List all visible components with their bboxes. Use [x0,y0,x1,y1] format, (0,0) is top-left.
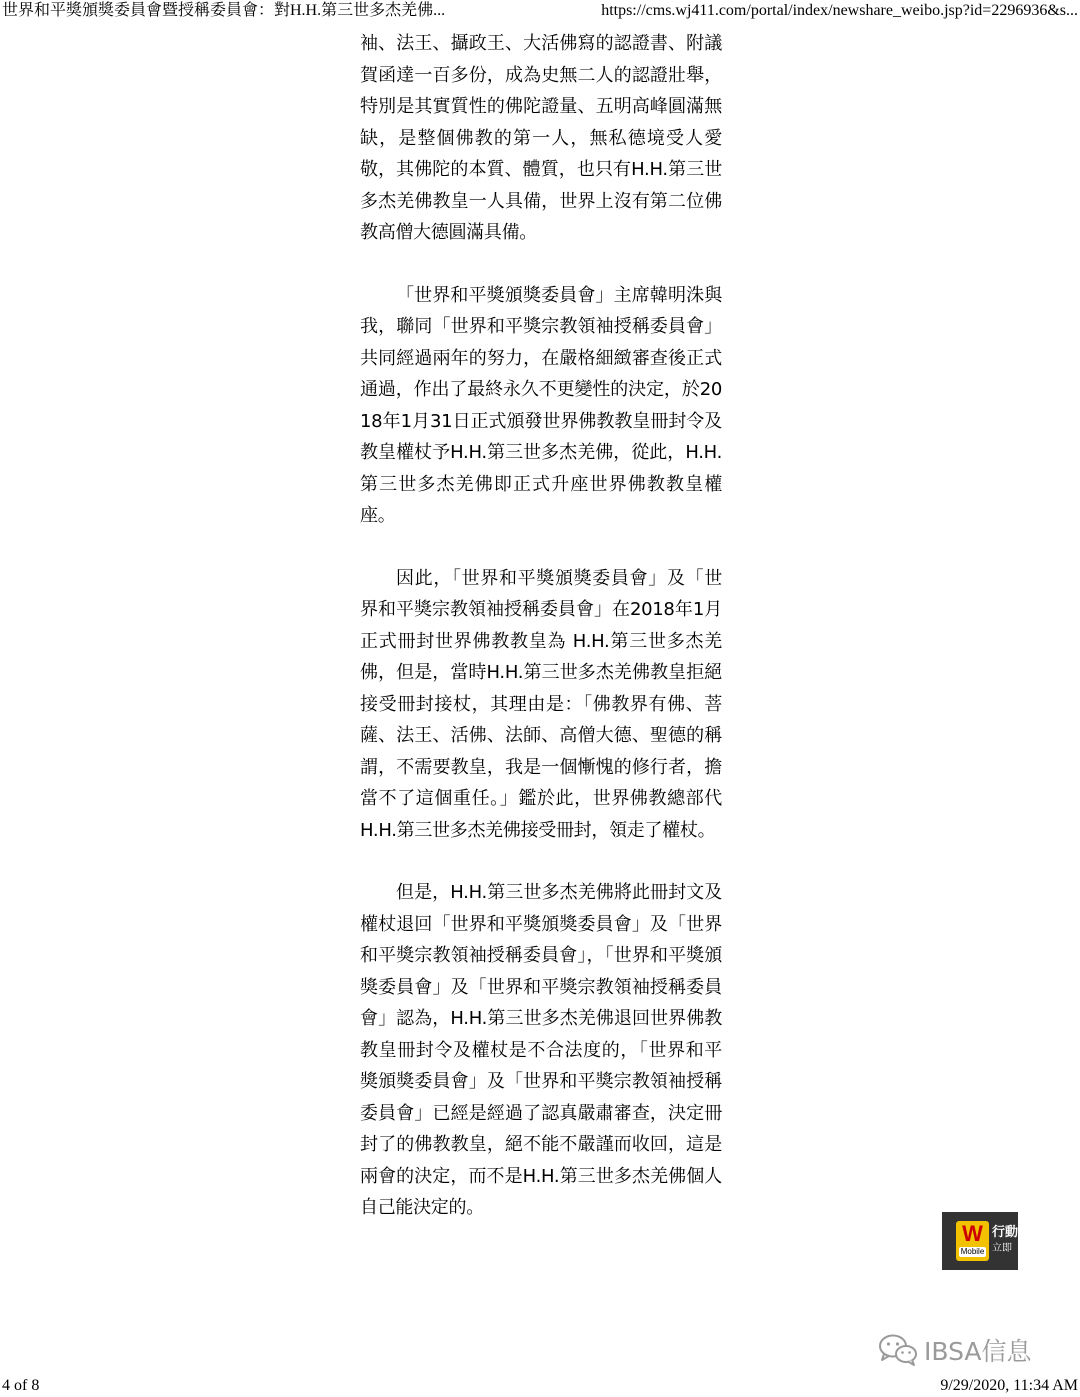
watermark [878,1330,1032,1370]
wechat-icon [878,1333,918,1367]
print-footer [0,1376,1080,1397]
ad-text [992,1225,1018,1257]
page-number: 4 of 8 [2,1377,40,1394]
ad-text-line2: 立即 [991,1243,1012,1254]
watermark-text: IBSA信息 [924,1337,1032,1366]
article-paragraph: 因此，「世界和平獎頒獎委員會」及「世界和平獎宗教領袖授稱委員會」在2018年1月正式冊封世界佛教教皇為 H.H.第三世多杰羌佛，但是，當時H.H.第三世多杰羌佛教皇拒絕接受冊封接杖，其理由是：「佛教界有佛、菩薩、法王、活佛、法師、高僧大德、聖德的稱謂，不需要教皇，我是一個慚愧的修行者，擔當不了這個重任。」鑑於此，世界佛教總部代H.H.第三世多杰羌佛接受冊封，領走了權杖。 [360,567,722,841]
page-title: 世界和平獎頒獎委員會暨授稱委員會：對H.H.第三世多杰羌佛... [2,2,446,19]
page-url: https://cms.wj411.com/portal/index/newshare_weibo.jsp?id=2296936&s... [601,2,1078,19]
article-paragraph: 袖、法王、攝政王、大活佛寫的認證書、附議賀函達一百多份，成為史無二人的認證壯舉，特別是其實質性的佛陀證量、五明高峰圓滿無缺，是整個佛教的第一人，無私德境受人愛敬，其佛陀的本質、體質，也只有H.H.第三世多杰羌佛教皇一人具備，世界上沒有第二位佛教高僧大德圓滿具備。 [360,33,722,243]
print-header [0,0,1080,24]
ad-text-line1: 行動 [991,1225,1018,1240]
app-ad-badge[interactable] [942,1212,1018,1270]
logo-letter: W [962,1221,983,1246]
wj-mobile-logo [956,1221,989,1261]
article-body [360,28,722,1255]
logo-sub: Mobile [960,1247,985,1256]
article-paragraph: 「世界和平獎頒獎委員會」主席韓明洙與我，聯同「世界和平獎宗教領袖授稱委員會」共同經過兩年的努力，在嚴格細緻審查後正式通過，作出了最終永久不更變性的決定，於2018年1月31日正式頒發世界佛教教皇冊封令及教皇權杖予H.H.第三世多杰羌佛，從此，H.H.第三世多杰羌佛即正式升座世界佛教教皇權座。 [360,284,722,526]
article-paragraph: 但是，H.H.第三世多杰羌佛將此冊封文及權杖退回「世界和平獎頒獎委員會」及「世界和平獎宗教領袖授稱委員會」，「世界和平獎頒獎委員會」及「世界和平獎宗教領袖授稱委員會」認為，H.H.第三世多杰羌佛退回世界佛教教皇冊封令及權杖是不合法度的，「世界和平獎頒獎委員會」及「世界和平獎宗教領袖授稱委員會」已經是經過了認真嚴肅審查，決定冊封了的佛教教皇，絕不能不嚴謹而收回，這是兩會的決定，而不是H.H.第三世多杰羌佛個人自己能決定的。 [360,882,722,1218]
print-datetime: 9/29/2020, 11:34 AM [940,1377,1078,1394]
